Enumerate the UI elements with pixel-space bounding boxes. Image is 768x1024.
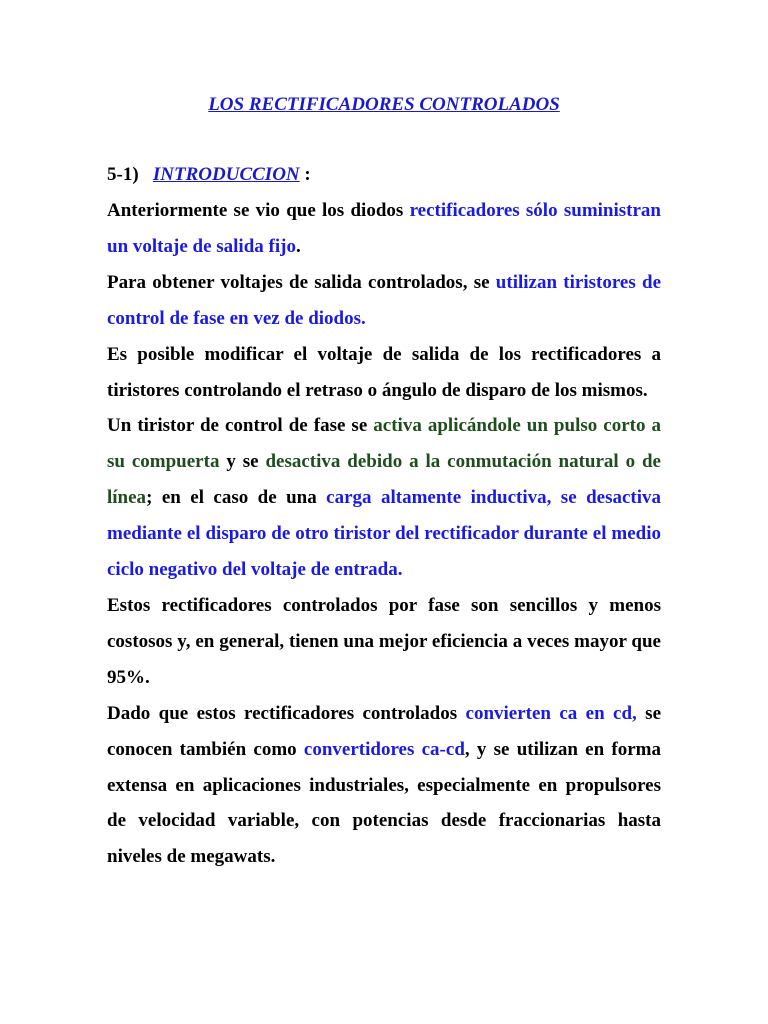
text-run: y se bbox=[219, 451, 266, 473]
text-run: desactiva debido a la conmutación natural o de línea bbox=[107, 451, 661, 509]
text-run: rectificadores sólo suministran un voltaje de salida fijo bbox=[107, 200, 661, 257]
section-title: INTRODUCCION bbox=[152, 164, 300, 185]
text-run: Es posible modificar el voltaje de salida de los rectificadores a tiristores controlando el retraso o ángulo de disparo de los mismos. bbox=[107, 343, 661, 401]
text-run: Un tiristor de control de fase se bbox=[107, 415, 374, 437]
paragraph bbox=[107, 193, 661, 265]
paragraph bbox=[107, 337, 661, 409]
text-run: activa aplicándole un pulso corto a su compuerta bbox=[107, 415, 661, 473]
paragraph bbox=[107, 696, 661, 876]
text-run: , y se utilizan en forma extensa en aplicaciones industriales, especialmente en propulsores de velocidad variable, con potencias desde fraccionarias hasta niveles de megawats. bbox=[107, 738, 661, 868]
text-run: ; en el caso de una bbox=[146, 487, 327, 509]
paragraph bbox=[107, 408, 661, 588]
paragraph bbox=[107, 265, 661, 337]
paragraph bbox=[107, 588, 661, 696]
section-number: 5-1) bbox=[107, 164, 139, 185]
section-heading bbox=[107, 164, 311, 186]
text-run: utilizan tiristores de control de fase en vez de diodos. bbox=[107, 271, 662, 329]
document-body bbox=[107, 193, 661, 875]
text-run: convertidores ca-cd bbox=[303, 738, 465, 760]
text-run: Para obtener voltajes de salida controlados, se bbox=[107, 271, 496, 293]
text-run: Dado que estos rectificadores controlados bbox=[107, 702, 466, 724]
section-colon: : bbox=[304, 164, 311, 185]
text-run: Estos rectificadores controlados por fase son sencillos y menos costosos y, en general, tienen una mejor eficiencia a veces mayor que 95%. bbox=[107, 594, 661, 688]
text-run: carga altamente inductiva, se desactiva mediante el disparo de otro tiristor del rectificador durante el medio ciclo negativo del voltaje de entrada. bbox=[107, 487, 661, 581]
document-title: LOS RECTIFICADORES CONTROLADOS bbox=[208, 94, 560, 115]
text-run: Anteriormente se vio que los diodos bbox=[107, 200, 410, 221]
text-run: . bbox=[295, 235, 301, 257]
text-run: se conocen también como bbox=[107, 702, 661, 760]
text-run: convierten ca en cd, bbox=[465, 702, 637, 724]
